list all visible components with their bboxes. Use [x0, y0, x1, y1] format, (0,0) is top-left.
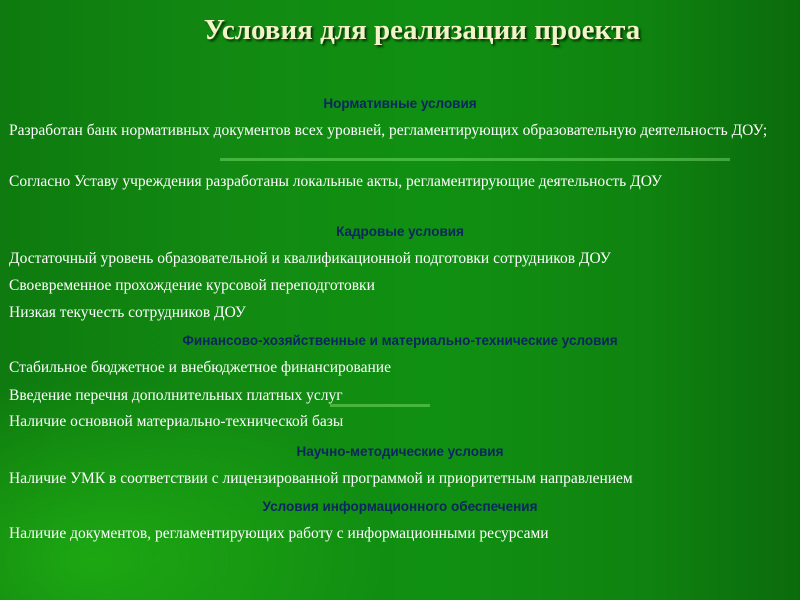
slide-title: Условия для реализации проекта — [203, 14, 641, 46]
section-heading-information: Условия информационного обеспечения — [262, 499, 538, 514]
list-item: Стабильное бюджетное и внебюджетное финансирование — [9, 359, 391, 376]
decorative-streak — [220, 158, 730, 161]
list-item: Разработан банк нормативных документов всех уровней, регламентирующих образовательную деятельность ДОУ; — [9, 122, 768, 139]
list-item: Наличие УМК в соответствии с лицензированной программой и приоритетным направлением — [9, 470, 633, 487]
list-item: Наличие документов, регламентирующих работу с информационными ресурсами — [9, 525, 549, 542]
list-item: Согласно Уставу учреждения разработаны локальные акты, регламентирующие деятельность ДОУ — [9, 173, 662, 190]
section-heading-staff: Кадровые условия — [336, 224, 464, 239]
section-heading-methodical: Научно-методические условия — [296, 444, 504, 459]
list-item: Наличие основной материально-технической базы — [9, 413, 344, 430]
list-item: Своевременное прохождение курсовой переподготовки — [9, 277, 375, 294]
list-item: Введение перечня дополнительных платных услуг — [9, 387, 343, 404]
list-item: Низкая текучесть сотрудников ДОУ — [9, 304, 246, 321]
list-item: Достаточный уровень образовательной и квалификационной подготовки сотрудников ДОУ — [9, 250, 611, 267]
section-heading-normative: Нормативные условия — [323, 96, 477, 111]
section-heading-financial: Финансово-хозяйственные и материально-технические условия — [182, 333, 618, 348]
